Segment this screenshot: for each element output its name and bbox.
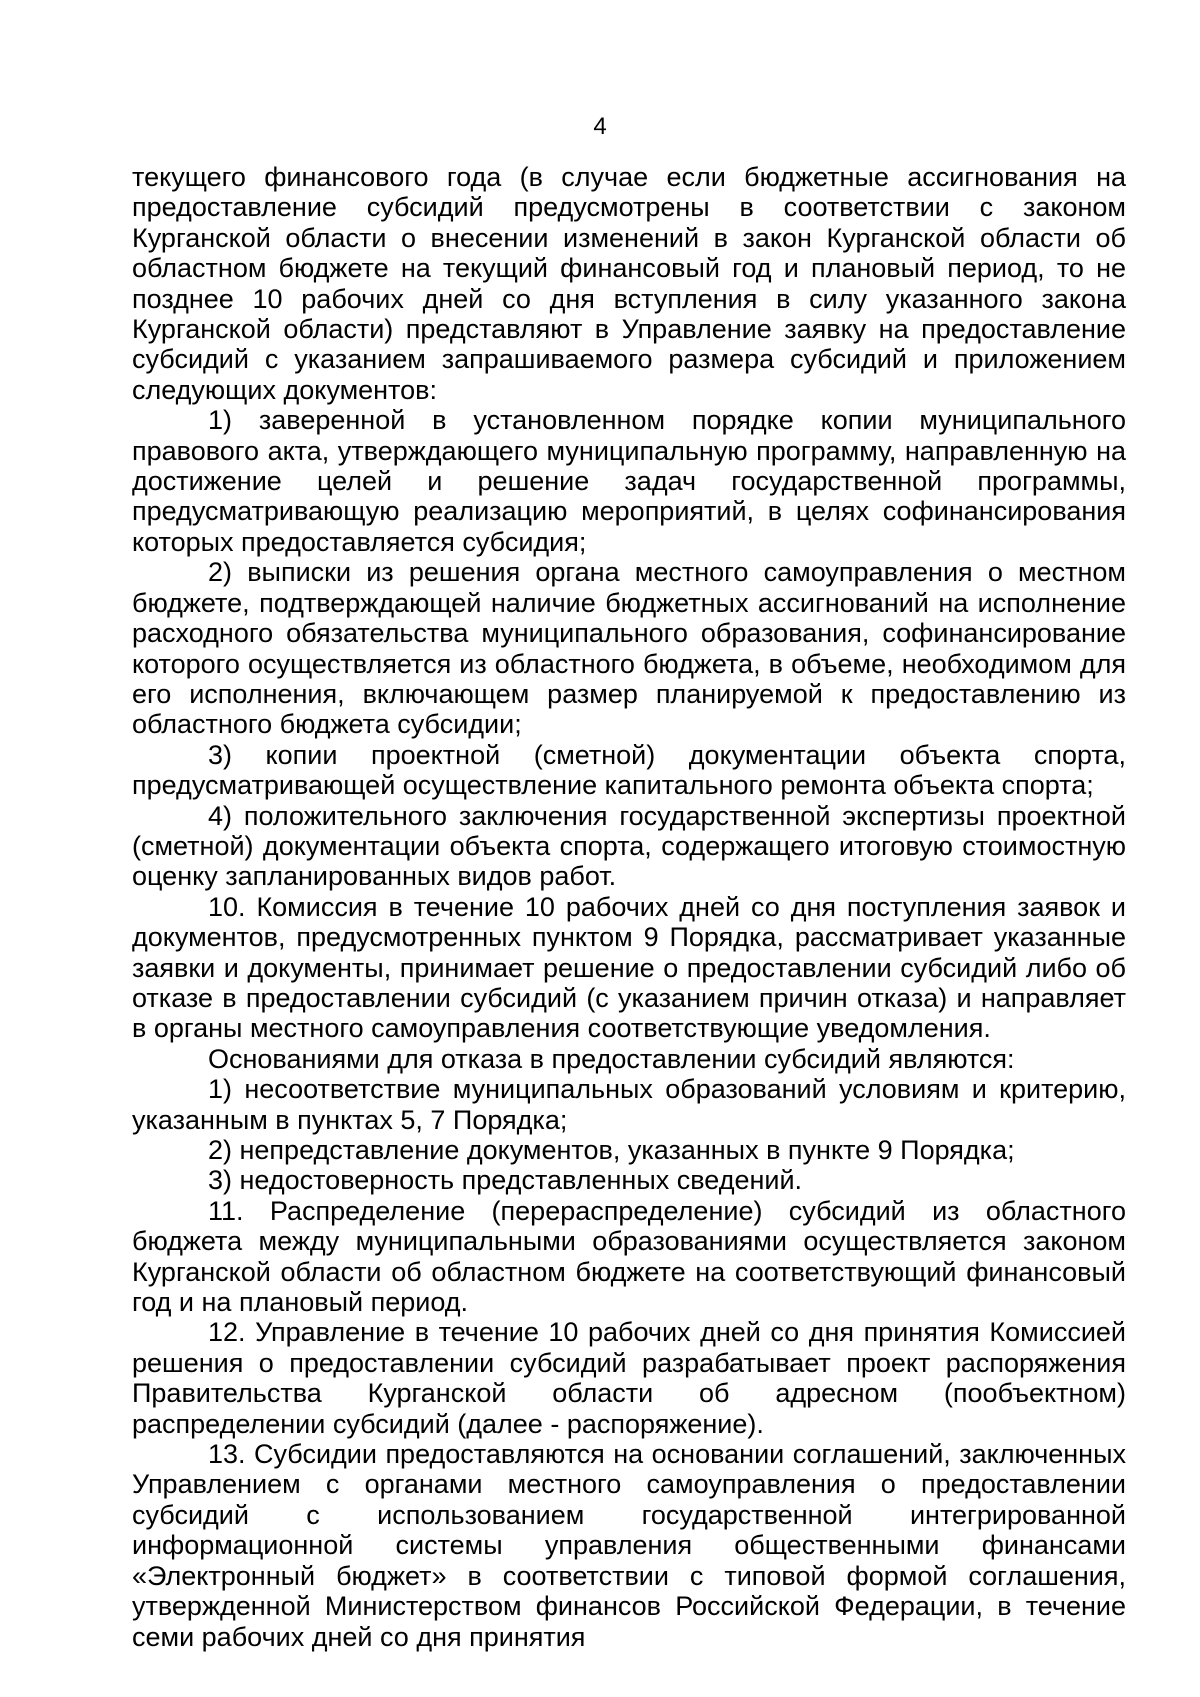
paragraph-refusal-2: 2) непредставление документов, указанных в пункте 9 Порядка; [208,1135,1015,1165]
paragraph-refusal-1: 1) несоответствие муниципальных образований условиям и критерию, указанным в пунктах 5, 7 Порядка; [132,1074,1126,1135]
page-number: 4 [593,113,607,140]
paragraph-refusal-3: 3) недостоверность представленных сведений. [208,1165,803,1196]
paragraph-refusal-grounds: Основаниями для отказа в предоставлении субсидий являются: [208,1043,1015,1074]
document-body [132,162,1126,1652]
paragraph-intro-continued: текущего финансового года (в случае если бюджетные ассигнования на предоставление субсидий предусмотрены в соответствии с законом Курганской области о внесении изменений в закон Курганской области об областном бюджете на текущий финансовый год и плановый период, то не позднее 10 рабочих дней со дня вступления в силу указанного закона Курганской области) представляют в Управление заявку на предоставление субсидий с указанием запрашиваемого размера субсидий и приложением следующих документов: [132,162,1126,405]
paragraph-clause-10: 10. Комиссия в течение 10 рабочих дней со дня поступления заявок и документов, предусмотренных пунктом 9 Порядка, рассматривает указанные заявки и документы, принимает решение о предоставлении субсидий либо об отказе в предоставлении субсидий (с указанием причин отказа) и направляет в органы местного самоуправления соответствующие уведомления. [132,891,1126,1044]
paragraph-item-3-design-docs: 3) копии проектной (сметной) документации объекта спорта, предусматривающей осуществление капитального ремонта объекта спорта; [132,739,1126,801]
paragraph-clause-12: 12. Управление в течение 10 рабочих дней со дня принятия Комиссией решения о предоставлении субсидий разрабатывает проект распоряжения Правительства Курганской области об адресном (пообъектном) распределении субсидий (далее - распоряжение). [132,1317,1126,1439]
paragraph-item-2-budget-extract: 2) выписки из решения органа местного самоуправления о местном бюджете, подтверждающей наличие бюджетных ассигнований на исполнение расходного обязательства муниципального образования, софинансирование которого осуществляется из областного бюджета, в объеме, необходимом для его исполнения, включающем размер планируемой к предоставлению из областного бюджета субсидии; [132,557,1126,740]
paragraph-clause-13: 13. Субсидии предоставляются на основании соглашений, заключенных Управлением с органами местного самоуправления о предоставлении субсидий с использованием государственной интегрированной информационной системы управления общественными финансами «Электронный бюджет» в соответствии с типовой формой соглашения, утвержденной Министерством финансов Российской Федерации, в течение семи рабочих дней со дня принятия [132,1439,1126,1652]
paragraph-item-4-expertise: 4) положительного заключения государственной экспертизы проектной (сметной) документации объекта спорта, содержащего итоговую стоимостную оценку запланированных видов работ. [132,800,1126,892]
paragraph-item-1-program-act: 1) заверенной в установленном порядке копии муниципального правового акта, утверждающего муниципальную программу, направленную на достижение целей и решение задач государственной программы, предусматривающую реализацию мероприятий, в целях софинансирования которых предоставляется субсидия; [132,405,1126,557]
paragraph-clause-11: 11. Распределение (перераспределение) субсидий из областного бюджета между муниципальными образованиями осуществляется законом Курганской области об областном бюджете на соответствующий финансовый год и на плановый период. [132,1195,1126,1318]
